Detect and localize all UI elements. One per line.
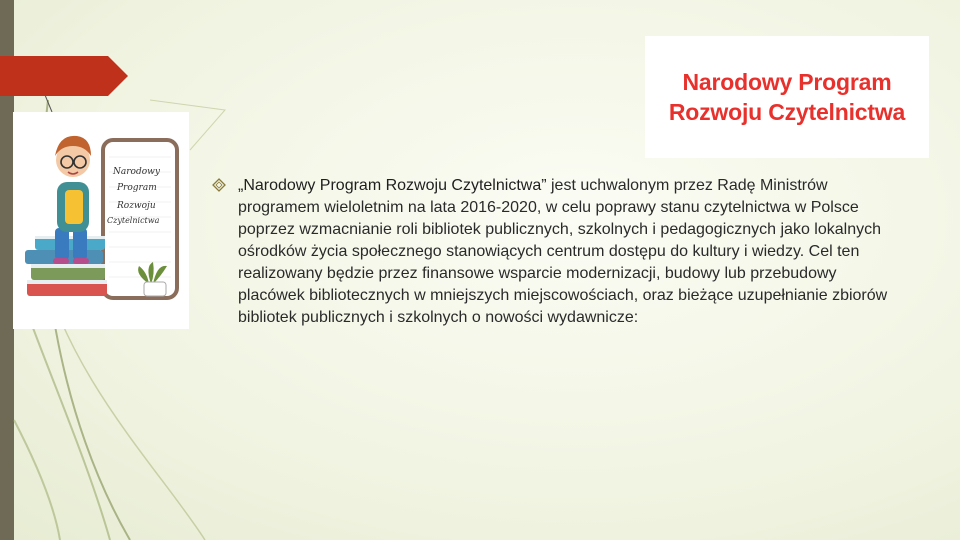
reading-illustration [13, 112, 189, 329]
title-arrow-shape [0, 56, 128, 96]
sign-line: Program [117, 183, 157, 193]
sign-line: Narodowy [113, 167, 160, 177]
logo-line: Rozwoju Czytelnictwa [668, 99, 906, 125]
logo-line: Narodowy Program [682, 69, 892, 95]
bullet-item [212, 175, 902, 329]
diamond-outline-icon [212, 178, 226, 192]
program-description: jest uchwalonym przez Radę Ministrów programem wieloletnim na lata 2016-2020, w celu poprawy stanu czytelnictwa w Polsce poprzez wzmacnianie roli bibliotek publicznych, szkolnych i pedagogicznych jako lokalnych ośrodków życia społecznego stanowiących centrum dostępu do kultury i wiedzy. Cel ten realizowany będzie przez finansowe wsparcie modernizacji, budowy lub przebudowy placówek bibliotecznych w mniejszych miejscowościach, oraz bieżące uzupełnianie zbiorów bibliotek publicznych i szkolnych o nowości wydawnicze: [238, 177, 888, 326]
program-name: „Narodowy Program Rozwoju Czytelnictwa” [238, 177, 547, 194]
sign-line: Rozwoju [117, 201, 156, 211]
bullet-text [238, 175, 902, 329]
program-logo [645, 36, 929, 158]
sign-line: Czytelnictwa [107, 216, 160, 225]
